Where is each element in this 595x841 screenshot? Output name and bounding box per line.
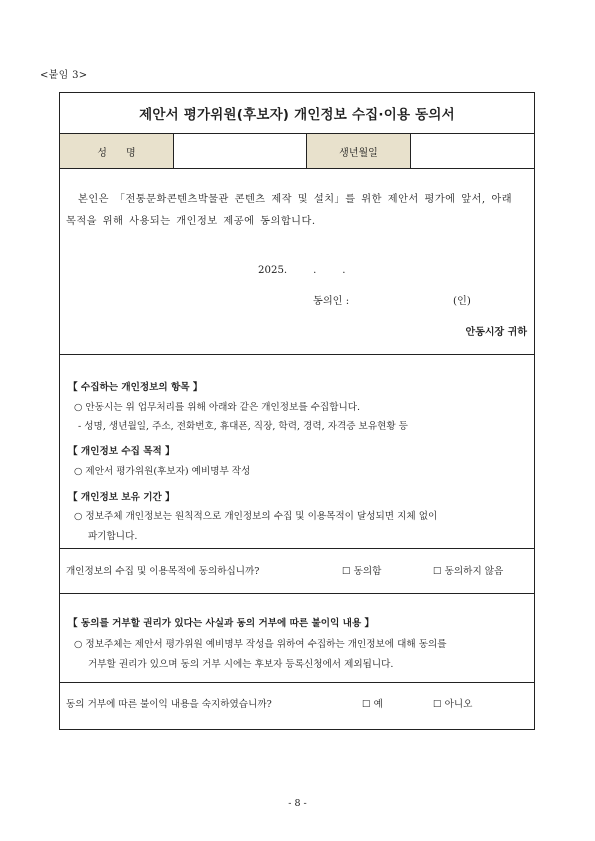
acknowledge-question: 동의 거부에 따른 불이익 내용을 숙지하였습니까? — [66, 699, 272, 710]
disagree-checkbox[interactable]: ☐ 동의하지 않음 — [433, 566, 504, 577]
consent-date: 2025. . . — [258, 265, 346, 276]
purpose-heading: 【 개인정보 수집 목적 】 — [68, 446, 175, 457]
seal-label: (인) — [453, 296, 471, 307]
consent-statement-section — [60, 169, 534, 355]
birth-date-field[interactable] — [411, 134, 534, 168]
refusal-heading: 【 동의를 거부할 권리가 있다는 사실과 동의 거부에 따른 불이익 내용 】 — [68, 618, 375, 629]
refusal-rights-section — [60, 594, 534, 683]
applicant-info-row — [60, 134, 534, 169]
collect-items-line: ○ 안동시는 위 업무처리를 위해 아래와 같은 개인정보를 수집합니다. — [74, 402, 361, 413]
signer-label: 동의인 : — [313, 296, 350, 307]
name-label: 성 명 — [60, 134, 174, 168]
acknowledge-question-row — [60, 683, 534, 735]
refusal-line-cont: 거부할 권리가 있으며 동의 거부 시에는 후보자 등록신청에서 제외됩니다. — [88, 659, 394, 670]
attachment-label: <붙임 3> — [40, 70, 88, 81]
consent-form — [59, 92, 535, 730]
agree-checkbox[interactable]: ☐ 동의함 — [342, 566, 382, 577]
form-title: 제안서 평가위원(후보자) 개인정보 수집·이용 동의서 — [60, 93, 534, 134]
addressee: 안동시장 귀하 — [465, 327, 527, 338]
collect-items-heading: 【 수집하는 개인정보의 항목 】 — [68, 382, 203, 393]
collect-items-list: - 성명, 생년월일, 주소, 전화번호, 휴대폰, 직장, 학력, 경력, 자격증 보유현황 등 — [78, 421, 408, 432]
consent-statement: 본인은 「전통문화콘텐츠박물관 콘텐츠 제작 및 설치」를 위한 제안서 평가에 앞서, 아래 목적을 위해 사용되는 개인정보 제공에 동의합니다. — [66, 194, 513, 227]
purpose-line: ○ 제안서 평가위원(후보자) 예비명부 작성 — [74, 466, 251, 477]
yes-checkbox[interactable]: ☐ 예 — [362, 699, 383, 710]
name-field[interactable] — [174, 134, 307, 168]
birth-date-label: 생년월일 — [307, 134, 411, 168]
no-checkbox[interactable]: ☐ 아니오 — [433, 699, 473, 710]
consent-question: 개인정보의 수집 및 이용목적에 동의하십니까? — [66, 566, 260, 577]
retention-heading: 【 개인정보 보유 기간 】 — [68, 492, 175, 503]
retention-line: ○ 정보주체 개인정보는 원칙적으로 개인정보의 수집 및 이용목적이 달성되면 지체 없이 — [74, 511, 438, 522]
collection-info-section — [60, 355, 534, 549]
retention-line-cont: 파기합니다. — [88, 531, 138, 542]
refusal-line: ○ 정보주체는 제안서 평가위원 예비명부 작성을 위하여 수집하는 개인정보에 대해 동의를 — [74, 639, 447, 650]
page-number: - 8 - — [288, 798, 307, 809]
consent-question-row — [60, 549, 534, 594]
